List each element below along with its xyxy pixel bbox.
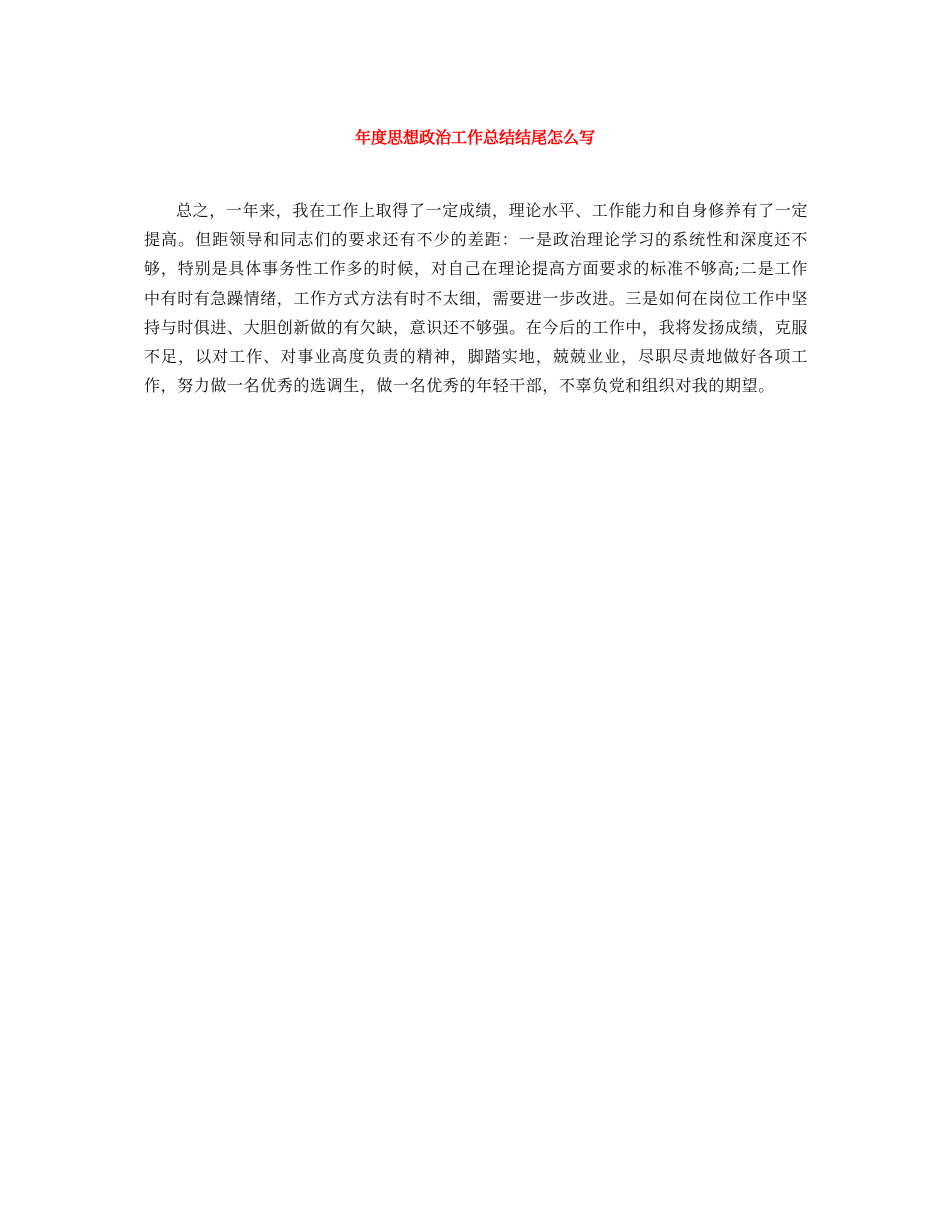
document-body-paragraph: 总之，一年来，我在工作上取得了一定成绩，理论水平、工作能力和自身修养有了一定提高。但距领导和同志们的要求还有不少的差距：一是政治理论学习的系统性和深度还不够，特别是具体事务性工作多的时候，对自己在理论提高方面要求的标准不够高;二是工作中有时有急躁情绪，工作方式方法有时不太细，需要进一步改进。三是如何在岗位工作中坚持与时俱进、大胆创新做的有欠缺，意识还不够强。在今后的工作中，我将发扬成绩，克服不足，以对工作、对事业高度负责的精神，脚踏实地，兢兢业业，尽职尽责地做好各项工作，努力做一名优秀的选调生，做一名优秀的年轻干部，不辜负党和组织对我的期望。 — [144, 201, 809, 396]
document-title: 年度思想政治工作总结结尾怎么写 — [354, 128, 595, 147]
